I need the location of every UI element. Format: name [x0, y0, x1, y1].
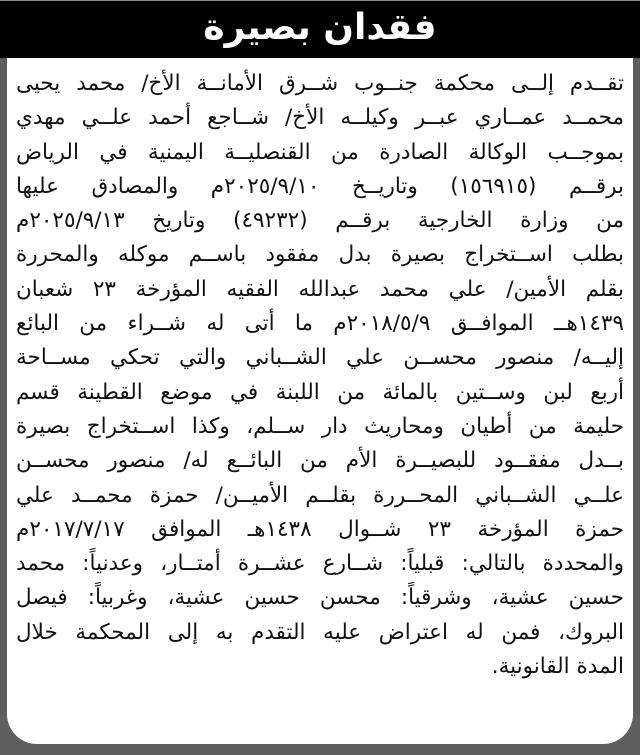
notice-line: بطلب اســتخراج بصيرة بدل مفقود باســم موكله والمحررة: [16, 242, 624, 268]
notice-line: بموجــب الوكالة الصادرة من القنصليــة اليمنية في الرياض: [16, 139, 624, 165]
notice-line: برقــم (١٥٦٩١٥) وتاريــخ ٢٠٢٥/٩/١٠م والمصادق عليها: [16, 173, 624, 199]
notice-line: والمحددة بالتالي: قبلياً: شــارع عشــرة أمتــار، وعدنياً: محمد: [16, 551, 624, 577]
notice-line: إليــه/ منصور محســن علي الشــباني والتي تحكي مســاحة: [16, 345, 624, 371]
notice-line: علــي الشــباني المحــررة بقلــم الأميــن/ حمزة محمــد علي: [16, 482, 624, 508]
notice-line: محمــد عمــاري عبــر وكيلــه الأخ/ شــاجع أحمد علــي مهدي: [16, 105, 624, 131]
notice-line: تقــدم إلــى محكمة جنــوب شــرق الأمانــة الأخ/ محمد يحيى: [16, 71, 624, 96]
notice-line: حسين عشية، وشرقياً: محسن حسين عشية، وغربياً: فيصل: [16, 585, 624, 611]
notice-line: بقلم الأمين/ علي محمد عبدالله الفقيه المؤرخة ٢٣ شعبان: [16, 276, 624, 302]
notice-line: البروك، فمن له اعتراض عليه التقدم به إلى المحكمة خلال: [16, 619, 624, 645]
notice-line: حليمة من أطيان ومحاريث دار ســلم، وكذا اســتخراج بصيرة: [16, 413, 624, 439]
notice-line: بــدل مفقــود للبصيــرة الأم من البائــع له/ منصور محســن: [16, 448, 624, 474]
notice-body: [7, 58, 633, 744]
notice-line: من وزارة الخارجية برقــم (٤٩٢٣٢) وتاريخ ٢٠٢٥/٩/١٣م: [16, 208, 624, 234]
notice-line: حمزة المؤرخة ٢٣ شــوال ١٤٣٨هـ الموافق ٢٠١٧/٧/١٧م: [16, 516, 624, 542]
notice-line: ١٤٣٩هــ الموافــق ٢٠١٨/٥/٩م ما أتى له شــراء من البائع: [16, 311, 624, 337]
notice-title: فقدان بصيرة: [203, 6, 437, 48]
notice-line-final: المدة القانونية.: [491, 654, 624, 680]
notice-title-bar: [0, 1, 640, 58]
notice-text: [16, 67, 624, 684]
notice-line: أربع لبن وســتين بالمائة من اللبنة في موضع القطينة قسم: [16, 379, 624, 405]
